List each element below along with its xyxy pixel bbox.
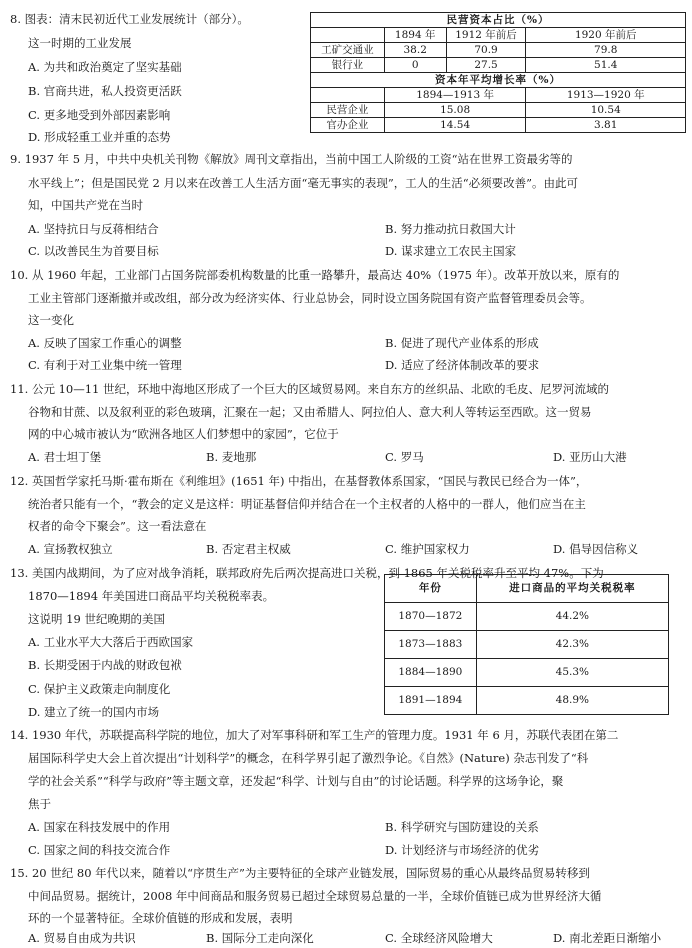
q8-row-label: 工矿交通业	[311, 43, 385, 58]
q9-option-b[interactable]: B. 努力推动抗日救国大计	[385, 222, 516, 236]
q13-line-2: 1870—1894 年美国进口商品平均关税税率表。	[28, 589, 275, 603]
q9-line-3: 知，中国共产党在当时	[28, 198, 143, 212]
q14-line-3: 学的社会关系”“科学与政府”等主题文章，还发起“科学、计划与自由”的讨论话题。科学界的这场争论，聚	[28, 774, 564, 788]
q9-line-1: 9. 1937 年 5 月，中共中央机关刊物《解放》周刊文章指出，当前中国工人阶级的工资“站在世界工资最劣等的	[10, 152, 573, 166]
q11-line-3: 网的中心城市被认为“欧洲各地区人们梦想中的家园”，它位于	[28, 427, 339, 441]
q9-option-a[interactable]: A. 坚持抗日与反蒋相结合	[28, 222, 159, 236]
q8-option-c[interactable]: C. 更多地受到外部因素影响	[28, 108, 171, 122]
q8-table-title-2: 资本年平均增长率（%）	[311, 73, 686, 88]
q8-cell: 70.9	[446, 43, 526, 58]
q13-rate: 48.9%	[476, 687, 668, 715]
q13-year: 1870—1872	[385, 603, 477, 631]
q8-option-d[interactable]: D. 形成轻重工业并重的态势	[28, 130, 171, 144]
q12-option-a[interactable]: A. 宣扬教权独立	[28, 542, 113, 556]
q8-period-2: 1913—1920 年	[526, 88, 686, 103]
q10-option-b[interactable]: B. 促进了现代产业体系的形成	[385, 336, 539, 350]
q15-line-3: 环的一个显著特征。全球价值链的形成和发展，表明	[28, 911, 293, 925]
q12-line-1: 12. 英国哲学家托马斯·霍布斯在《利维坦》(1651 年) 中指出，在基督教体系国家，“国民与教民已经合为一体”，	[10, 474, 588, 488]
q10-option-c[interactable]: C. 有利于对工业集中统一管理	[28, 358, 182, 372]
q11-line-1: 11. 公元 10—11 世纪，环地中海地区形成了一个巨大的区域贸易网。来自东方的丝织品、北欧的毛皮、尼罗河流域的	[10, 382, 610, 396]
q9-option-d[interactable]: D. 谋求建立工农民主国家	[385, 244, 517, 258]
q10-line-1: 10. 从 1960 年起，工业部门占国务院部委机构数量的比重一路攀升，最高达 40%（1975 年）。改革开放以来，原有的	[10, 268, 620, 282]
q8-table-title: 民营资本占比（%）	[311, 13, 686, 28]
q13-line-1: 13. 美国内战期间，为了应对战争消耗，联邦政府先后两次提高进口关税，到 1865 年关税税率升至平均 47%。下为	[10, 566, 604, 580]
q8-period-1: 1894—1913 年	[384, 88, 526, 103]
q8-option-b[interactable]: B. 官商共进，私人投资更活跃	[28, 84, 182, 98]
q12-option-c[interactable]: C. 维护国家权力	[385, 542, 470, 556]
q8-cell: 3.81	[526, 118, 686, 133]
q15-option-a[interactable]: A. 贸易自由成为共识	[28, 931, 136, 945]
q13-year: 1884—1890	[385, 659, 477, 687]
q8-cell: 27.5	[446, 58, 526, 73]
q14-line-4: 焦于	[28, 797, 51, 811]
q13-year: 1891—1894	[385, 687, 477, 715]
q10-line-2: 工业主管部门逐渐撤并或改组，部分改为经济实体、行业总协会，同时设立国务院国有资产监督管理委员会等。	[28, 291, 592, 305]
q11-line-2: 谷物和甘蔗、以及叙利亚的彩色玻璃，汇聚在一起；又由希腊人、阿拉伯人、意大利人等转运至西欧。这一贸易	[28, 405, 592, 419]
q9-line-2: 水平线上”；但是国民党 2 月以来在改善工人生活方面“毫无事实的表现”，工人的生活“必须要改善”。由此可	[28, 176, 579, 190]
q8-stem: 8. 图表：清末民初近代工业发展统计（部分）。	[10, 12, 249, 26]
q15-line-1: 15. 20 世纪 80 年代以来，随着以“序贯生产”为主要特征的全球产业链发展，国际贸易的重心从最终品贸易转移到	[10, 866, 590, 880]
q13-line-3: 这说明 19 世纪晚期的美国	[28, 612, 165, 626]
q8-cell: 10.54	[526, 103, 686, 118]
q15-option-d[interactable]: D. 南北差距日渐缩小	[553, 931, 662, 945]
q8-cell: 79.8	[526, 43, 686, 58]
q11-option-a[interactable]: A. 君士坦丁堡	[28, 450, 102, 464]
q8-row-label: 民营企业	[311, 103, 385, 118]
q13-header-year: 年份	[385, 575, 477, 603]
q8-stem-2: 这一时期的工业发展	[28, 36, 132, 50]
q11-option-d[interactable]: D. 亚历山大港	[553, 450, 627, 464]
q10-option-a[interactable]: A. 反映了国家工作重心的调整	[28, 336, 182, 350]
q8-row-label: 官办企业	[311, 118, 385, 133]
q14-line-1: 14. 1930 年代，苏联提高科学院的地位，加大了对军事科研和军工生产的管理力度。1931 年 6 月，苏联代表团在第二	[10, 728, 619, 742]
q8-year-1: 1894 年	[384, 28, 446, 43]
q12-line-2: 统治者只能有一个，“教会的定义是这样：明证基督信仰并结合在一个主权者的人格中的一群人，他们应当在主	[28, 497, 586, 511]
q14-line-2: 届国际科学史大会上首次提出“计划科学”的概念，在科学界引起了激烈争论。《自然》(Nature) 杂志刊发了“科	[28, 751, 589, 765]
q8-cell: 14.54	[384, 118, 526, 133]
q8-year-3: 1920 年前后	[526, 28, 686, 43]
q12-option-b[interactable]: B. 否定君主权威	[206, 542, 291, 556]
q8-option-a[interactable]: A. 为共和政治奠定了坚实基础	[28, 60, 182, 74]
q13-header-rate: 进口商品的平均关税税率	[476, 575, 668, 603]
q9-option-c[interactable]: C. 以改善民生为首要目标	[28, 244, 159, 258]
q13-table	[384, 574, 669, 715]
q13-rate: 42.3%	[476, 631, 668, 659]
q8-cell: 0	[384, 58, 446, 73]
q10-line-3: 这一变化	[28, 313, 74, 327]
q14-option-d[interactable]: D. 计划经济与市场经济的优劣	[385, 843, 540, 857]
q13-year: 1873—1883	[385, 631, 477, 659]
q8-table	[310, 12, 686, 133]
q14-option-c[interactable]: C. 国家之间的科技交流合作	[28, 843, 171, 857]
q8-row-label: 银行业	[311, 58, 385, 73]
q12-line-3: 权者的命令下聚会”。这一看法意在	[28, 519, 207, 533]
q8-cell: 38.2	[384, 43, 446, 58]
q13-option-a[interactable]: A. 工业水平大大落后于西欧国家	[28, 635, 194, 649]
q8-cell: 15.08	[384, 103, 526, 118]
q13-rate: 44.2%	[476, 603, 668, 631]
q11-option-b[interactable]: B. 麦地那	[206, 450, 257, 464]
q8-table-corner	[311, 28, 385, 43]
q15-option-b[interactable]: B. 国际分工走向深化	[206, 931, 314, 945]
q8-cell: 51.4	[526, 58, 686, 73]
q8-table-corner-2	[311, 88, 385, 103]
q14-option-a[interactable]: A. 国家在科技发展中的作用	[28, 820, 171, 834]
q8-year-2: 1912 年前后	[446, 28, 526, 43]
q12-option-d[interactable]: D. 倡导因信称义	[553, 542, 639, 556]
q13-option-b[interactable]: B. 长期受困于内战的财政包袱	[28, 658, 182, 672]
q15-option-c[interactable]: C. 全球经济风险增大	[385, 931, 493, 945]
q13-option-d[interactable]: D. 建立了统一的国内市场	[28, 705, 160, 719]
q10-option-d[interactable]: D. 适应了经济体制改革的要求	[385, 358, 540, 372]
q15-line-2: 中间品贸易。据统计，2008 年中间商品和服务贸易已超过全球贸易总量的一半，全球价值链已成为世界经济大循	[28, 889, 602, 903]
q13-rate: 45.3%	[476, 659, 668, 687]
q14-option-b[interactable]: B. 科学研究与国防建设的关系	[385, 820, 539, 834]
q11-option-c[interactable]: C. 罗马	[385, 450, 424, 464]
q13-option-c[interactable]: C. 保护主义政策走向制度化	[28, 682, 171, 696]
